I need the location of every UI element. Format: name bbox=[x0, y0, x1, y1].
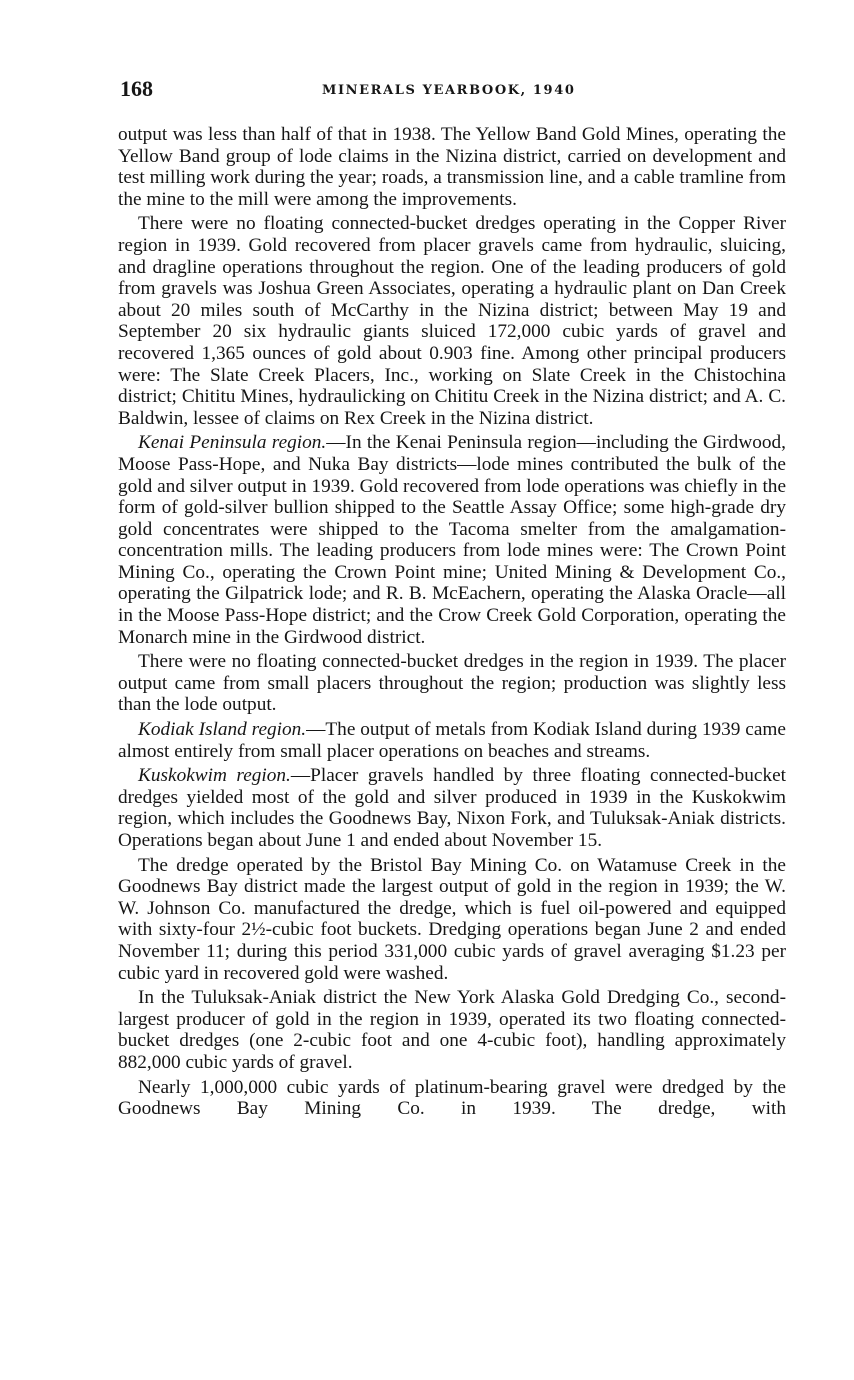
body-text bbox=[118, 124, 786, 1120]
paragraph-text: Nearly 1,000,000 cubic yards of platinum-bearing gravel were dredged by the Goodnews Bay Mining Co. in 1939. The dredge, with bbox=[118, 1076, 786, 1120]
running-title: MINERALS YEARBOOK, 1940 bbox=[322, 83, 576, 98]
section-runin-heading: Kuskokwim region. bbox=[138, 765, 291, 787]
page-header bbox=[120, 76, 784, 106]
paragraph-copper-river bbox=[118, 213, 786, 429]
paragraph-kenai-peninsula bbox=[118, 432, 786, 648]
paragraph-text: There were no floating connected-bucket dredges in the region in 1939. The placer output came from small placers throughout the region; production was slightly less than the lode output. bbox=[118, 651, 786, 716]
paragraph-kodiak-island bbox=[118, 719, 786, 762]
paragraph-kenai-placers bbox=[118, 651, 786, 716]
paragraph-text: —Placer gravels handled by three floating connected-bucket dredges yielded most of the gold and silver produced in 1939 in the Kuskokwim region, which includes the Goodnews Bay, Nixon Fork, and Tuluksak-Aniak districts. Operations began about June 1 and ended about November 15. bbox=[118, 765, 786, 851]
paragraph-text: —In the Kenai Peninsula region—including the Girdwood, Moose Pass-Hope, and Nuka Bay districts—lode mines contributed the bulk of the gold and silver output in 1939. Gold recovered from lode operations was chiefly in the form of gold-silver bullion shipped to the Seattle Assay Office; some high-grade dry gold concentrates were shipped to the Tacoma smelter from the amalgamation-concentration mills. The leading producers from lode mines were: The Crown Point Mining Co., operating the Crown Point mine; United Mining & Development Co., operating the Gilpatrick lode; and R. B. McEachern, operating the Alaska Oracle—all in the Moose Pass-Hope district; and the Crow Creek Gold Corporation, operating the Monarch mine in the Girdwood district. bbox=[118, 432, 786, 648]
paragraph-tuluksak-aniak bbox=[118, 987, 786, 1073]
paragraph-kuskokwim bbox=[118, 765, 786, 851]
paragraph-text: There were no floating connected-bucket dredges operating in the Copper River region in 1939. Gold recovered from placer gravels came from hydraulic, sluicing, and dragline operations throughout the region. One of the leading producers of gold from gravels was Joshua Green Associates, operating a hydraulic plant on Dan Creek about 20 miles south of McCarthy in the Nizina district; between May 19 and September 20 six hydraulic giants sluiced 172,000 cubic yards of gravel and recovered 1,365 ounces of gold about 0.903 fine. Among other principal producers were: The Slate Creek Placers, Inc., working on Slate Creek in the Chistochina district; Chititu Mines, hydraulicking on Chititu Creek in the Nizina district; and A. C. Baldwin, lessee of claims on Rex Creek in the Nizina district. bbox=[118, 213, 786, 429]
paragraph-text: In the Tuluksak-Aniak district the New York Alaska Gold Dredging Co., second-largest producer of gold in the region in 1939, operated its two floating connected-bucket dredges (one 2-cubic foot and one 4-cubic foot), handling approximately 882,000 cubic yards of gravel. bbox=[118, 987, 786, 1073]
paragraph-bristol-bay-dredge bbox=[118, 855, 786, 985]
paragraph-text: output was less than half of that in 1938. The Yellow Band Gold Mines, operating the Yellow Band group of lode claims in the Nizina district, carried on development and test milling work during the year; roads, a transmission line, and a cable tramline from the mine to the mill were among the improvements. bbox=[118, 124, 786, 210]
paragraph-goodnews-bay-platinum bbox=[118, 1077, 786, 1120]
paragraph-text: —The output of metals from Kodiak Island during 1939 came almost entirely from small placer operations on beaches and streams. bbox=[118, 719, 786, 762]
paragraph-yellow-band bbox=[118, 124, 786, 210]
section-runin-heading: Kenai Peninsula region. bbox=[138, 432, 327, 454]
paragraph-text: The dredge operated by the Bristol Bay Mining Co. on Watamuse Creek in the Goodnews Bay district made the largest output of gold in the region in 1939; the W. W. Johnson Co. manufactured the dredge, which is fuel oil-powered and equipped with sixty-four 2½-cubic foot buckets. Dredging operations began June 2 and ended November 11; during this period 331,000 cubic yards of gravel averaging $1.23 per cubic yard in recovered gold were washed. bbox=[118, 854, 786, 984]
section-runin-heading: Kodiak Island region. bbox=[138, 719, 307, 741]
page-number: 168 bbox=[120, 76, 153, 101]
